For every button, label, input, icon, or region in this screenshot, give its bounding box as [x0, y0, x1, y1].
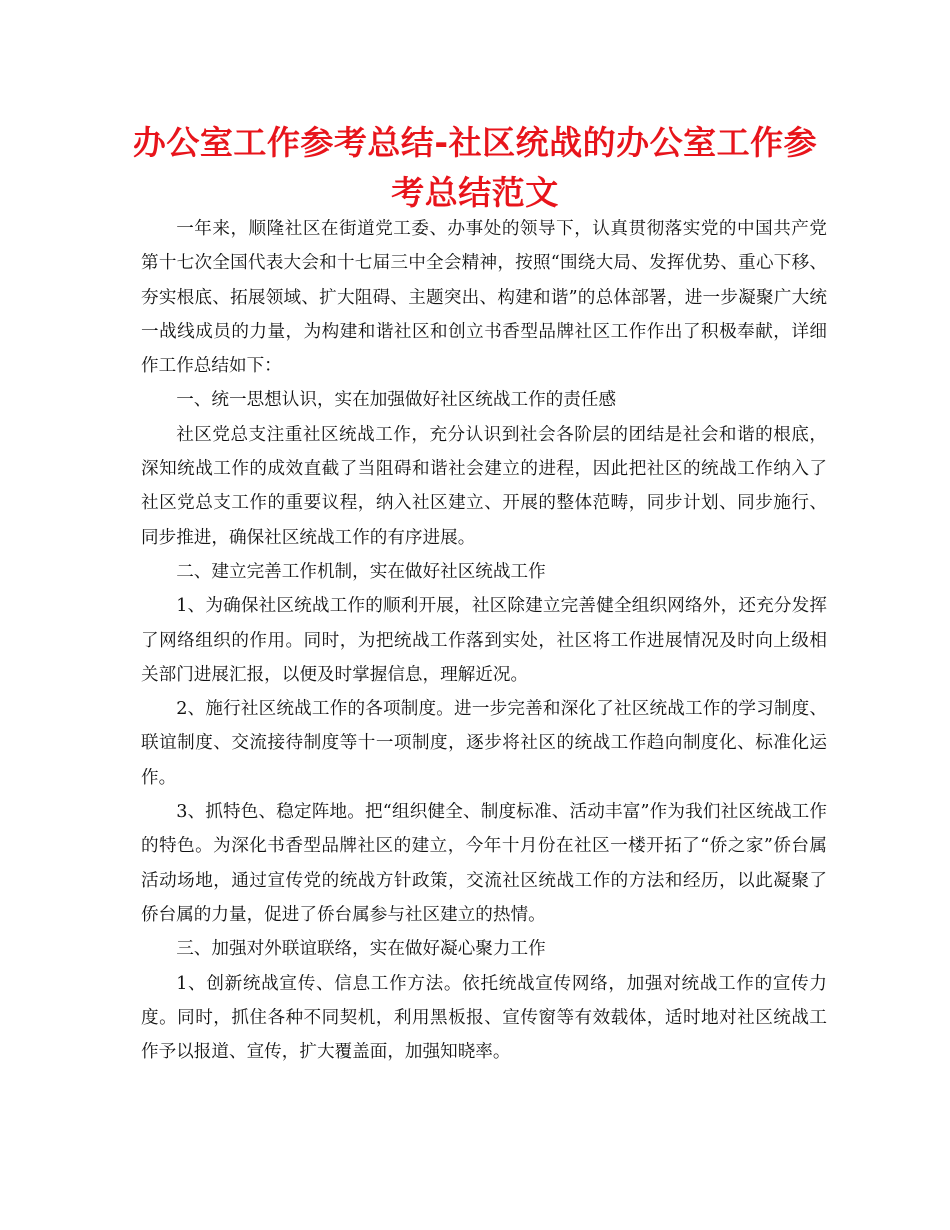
body-paragraph: 3、抓特色、稳定阵地。把“组织健全、制度标准、活动丰富”作为我们社区统战工作的特色。为深化书香型品牌社区的建立，今年十月份在社区一楼开拓了“侨之家”侨台属活动场地，通过宣传党的统战方针政策，交流社区统战工作的方法和经历，以此凝聚了侨台属的力量，促进了侨台属参与社区建立的热情。 — [141, 802, 827, 925]
intro-paragraph: 一年来，顺隆社区在街道党工委、办事处的领导下，认真贯彻落实党的中国共产党第十七次全国代表大会和十七届三中全会精神，按照“围绕大局、发挥优势、重心下移、夯实根底、拓展领域、扩大阻碍、主题突出、构建和谐”的总体部署，进一步凝聚广大统一战线成员的力量，为构建和谐社区和创立书香型品牌社区工作作出了积极奉献，详细作工作总结如下： — [141, 219, 827, 377]
body-paragraph: 2、施行社区统战工作的各项制度。进一步完善和深化了社区统战工作的学习制度、联谊制度、交流接待制度等十一项制度，逐步将社区的统战工作趋向制度化、标准化运作。 — [141, 699, 827, 788]
document-title: 办公室工作参考总结-社区统战的办公室工作参考总结范文 — [132, 123, 818, 212]
section-heading-3: 三、加强对外联谊联络，实在做好凝心聚力工作 — [176, 939, 546, 960]
body-paragraph: 1、创新统战宣传、信息工作方法。依托统战宣传网络，加强对统战工作的宣传力度。同时，抓住各种不同契机，利用黑板报、宣传窗等有效载体，适时地对社区统战工作予以报道、宣传，扩大覆盖面，加强知晓率。 — [141, 973, 827, 1063]
body-paragraph: 1、为确保社区统战工作的顺利开展，社区除建立完善健全组织网络外，还充分发挥了网络组织的作用。同时，为把统战工作落到实处，社区将工作进展情况及时向上级相关部门进展汇报，以便及时掌握信息，理解近况。 — [141, 596, 827, 685]
body-paragraph: 社区党总支注重社区统战工作，充分认识到社会各阶层的团结是社会和谐的根底，深知统战工作的成效直截了当阻碍和谐社会建立的进程，因此把社区的统战工作纳入了社区党总支工作的重要议程，纳入社区建立、开展的整体范畴，同步计划、同步施行、同步推进，确保社区统战工作的有序进展。 — [141, 424, 827, 548]
section-heading-1: 一、统一思想认识，实在加强做好社区统战工作的责任感 — [176, 390, 617, 411]
document-body — [141, 212, 827, 1069]
section-heading-2: 二、建立完善工作机制，实在做好社区统战工作 — [176, 561, 546, 582]
